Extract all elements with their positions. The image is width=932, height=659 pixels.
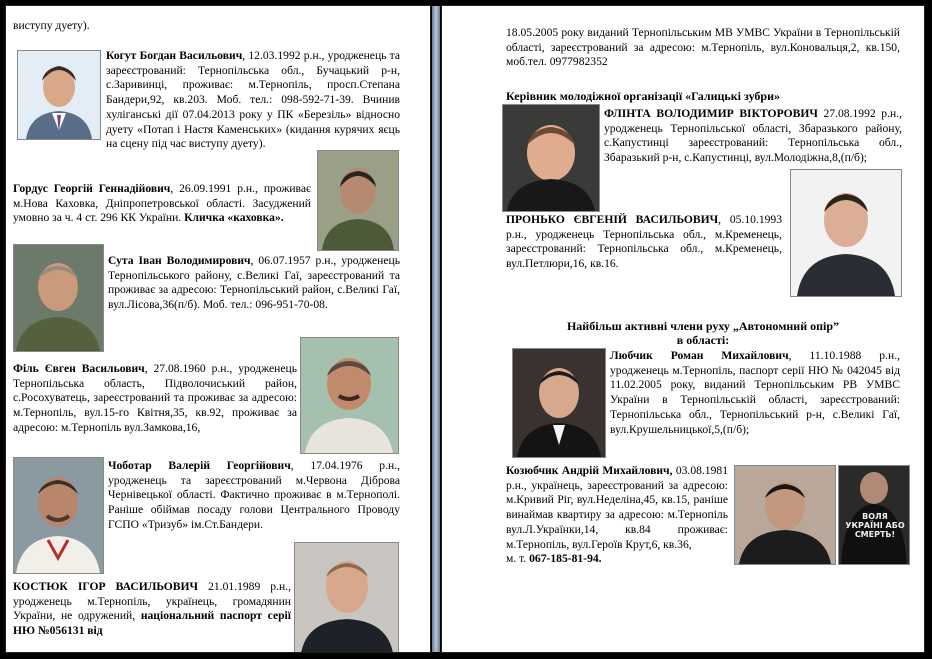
entry-pronko [506,213,782,272]
kostiuk-text-b: національний паспорт серії НЮ №056131 від [13,609,291,638]
chobotar-name: Чоботар Валерій Георгійович [108,459,291,472]
kohut-name: Когут Богдан Васильович [106,49,243,62]
photo-suta [13,244,104,352]
tshirt-slogan: ВОЛЯ УКРАЇНІ АБО СМЕРТЬ! [845,512,905,539]
photo-kozobchyk-1 [734,465,836,565]
entry-kostiuk [13,580,291,639]
entry-fil [13,362,297,436]
suta-text: , 06.07.1957 р.н., уродженець Тернопільського району, с.Великі Гаї, зареєстрований та проживає за адресою: Тернопільський район, с.Великі Гаї, вул.Лісова,36(п/б). Моб. тел.: 096-951-70-08. [108,254,401,312]
entry-kohut [106,49,400,152]
movement-heading-2: в області: [676,333,730,347]
flinta-name: ФЛІНТА ВОЛОДИМИР ВІКТОРОВИЧ [604,107,818,120]
photo-hordus [317,150,399,251]
hordus-nick: Кличка «каховка». [184,211,284,225]
pronko-name: ПРОНЬКО ЄВГЕНІЙ ВАСИЛЬОВИЧ [506,213,719,226]
liubchyk-text: , 11.10.1988 р.н., уродженець м.Тернопіль, паспорт серії НЮ № 042045 від 11.02.2005 року, виданий Тернопільським РВ УМВС України в Тернопільській області, зареєстрований: Тернопільська обл., Тернопільський р-н, с.Великі Гаї, вул.Крушельницької,5,(п/б); [610,349,900,436]
kostiuk-text-a: 21.01.1989 р.н., уродженець м.Тернопіль, українець, громадянин України, не одружений, [13,580,291,623]
org-heading: Керівник молодіжної організації «Галицькі зубри» [506,89,781,103]
suta-name: Сута Іван Володимирович [108,254,251,267]
photo-liubchyk [512,348,606,458]
photo-fil [300,337,399,454]
entry-continuation: 18.05.2005 року виданий Тернопільським МВ УМВС України в Тернопільській області, зареєстрований за адресою: м.Тернопіль, вул.Коновальця,2, кв.150, моб.тел. 0977982352 [506,26,900,69]
photo-chobotar [13,457,104,574]
fil-text: , 27.08.1960 р.н., уродженець Тернопільська область, Підволочиський район, с.Росохуватець, зареєстрований та проживає за адресою: м.Тернопіль, вул.15-го Квітня,35, кв.92, проживає за адресою: м.Тернопіль вул.Замкова,16, [13,362,297,434]
flinta-text: 27.08.1992 р.н., уродженець Тернопільської області, Збаразького району, с.Капустинці зареєстрований: Тернопільська обл., Збаразький р-н, с.Капустинці, вул.Молодіжна,8,(п/б); [604,107,902,165]
entry-hordus [13,182,311,226]
kostiuk-name: КОСТЮК ІГОР ВАСИЛЬОВИЧ [13,580,199,593]
kohut-text: , 12.03.1992 р.н., уродженець та зареєстрований: Тернопільська обл., Бучацький р-н, с.Заривинці, проживає: м.Тернопіль, просп.Степана Бандери,92, кв.203. Моб. тел.: 098-592-71-39. Вчинив хуліганські дії 07.04.2013 року у ПК «Березіль» відносно дуету «Потап і Настя Каменських» (кидання курячих яєць на сцену під час виступу дуету). [106,49,400,151]
entry-suta [108,254,400,313]
kozobchyk-phone: 067-185-81-94. [529,552,602,566]
chobotar-text: , 17.04.1976 р.н., уродженець та зареєстрований м.Червона Діброва Чернівецької області. Фактично проживає в м.Тернополі. Раніше обіймав посаду голови Центрального Проводу ГСПО «Тризуб» ім.Ст.Бандери. [108,459,400,531]
photo-kozobchyk-2 [838,465,910,565]
kozobchyk-phone-prefix: м. т. [506,552,530,566]
pronko-text: , 05.10.1993 р.н., уродженець Тернопільська обл., м.Кременець, зареєстрований: Тернопільська обл., м.Кременець, вул.Петлюри,16, кв.16. [506,213,782,271]
movement-heading-1: Найбільш активні члени руху „Автономний опір” [566,319,840,333]
right-page [442,6,924,652]
left-page [6,6,430,652]
photo-flinta [502,104,600,212]
book-spine [432,6,440,652]
photo-kostiuk [294,542,399,652]
liubchyk-name: Любчик Роман Михайлович [610,349,789,362]
photo-kohut [17,50,101,140]
kozobchyk-name: Козюбчик Андрій Михайлович, [506,464,673,477]
photo-pronko [790,169,902,297]
entry-chobotar [108,459,400,533]
intro-tail: виступу дуету). [13,19,90,32]
entry-kozobchyk [506,464,728,567]
entry-liubchyk [610,349,900,437]
kozobchyk-text: 03.08.1981 р.н., українець, зареєстрований за адресою: м.Кривий Ріг, вул.Неделіна,45, кв.15, раніше винаймав квартиру за адресою: м.Тернопіль вул.Л.Українки,14, кв.84 проживає: м.Тернопіль, вул.Героїв Крут,6, кв.36, [506,464,728,551]
entry-flinta [604,107,902,166]
fil-name: Філь Євген Васильович [13,362,145,375]
hordus-text: , 26.09.1991 р.н., проживає м.Нова Каховка, Дніпропетровської області. Засуджений умовно за ч. 4 ст. 296 КК України. [13,182,311,225]
hordus-name: Гордус Георгій Геннадійович [13,182,171,195]
